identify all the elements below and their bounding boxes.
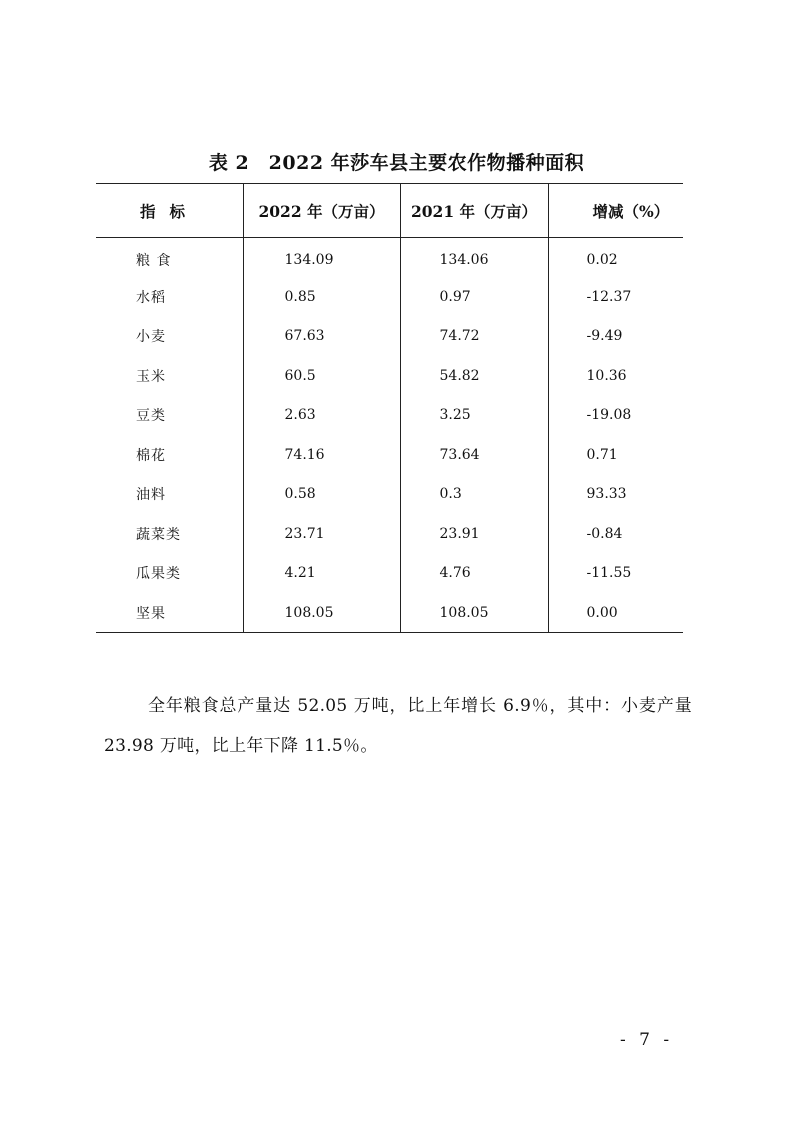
header-change: 增减（%） xyxy=(548,184,683,238)
crop-name: 蔬菜类 xyxy=(136,526,181,543)
value-2022: 134.09 xyxy=(243,238,400,278)
page-number: - 7 - xyxy=(620,1030,674,1050)
value-2022: 0.58 xyxy=(243,475,400,515)
crop-name: 豆类 xyxy=(136,408,166,425)
crop-name: 水稻 xyxy=(136,289,166,306)
value-2021: 0.97 xyxy=(400,277,548,317)
value-2022: 60.5 xyxy=(243,356,400,396)
value-2021: 134.06 xyxy=(400,238,548,278)
header-2021: 2021 年（万亩） xyxy=(400,184,548,238)
crop-area-table xyxy=(96,183,683,633)
value-2022: 108.05 xyxy=(243,593,400,633)
summary-paragraph: 全年粮食总产量达 52.05 万吨，比上年增长 6.9％，其中：小麦产量 23.98 万吨，比上年下降 11.5％。 xyxy=(104,696,692,756)
table-row xyxy=(96,514,683,554)
table-title: 表 2 2022 年莎车县主要农作物播种面积 xyxy=(208,152,585,174)
value-change: -9.49 xyxy=(548,317,683,357)
value-change: -12.37 xyxy=(548,277,683,317)
value-2021: 3.25 xyxy=(400,396,548,436)
table-header-row xyxy=(96,184,683,238)
crop-name: 玉米 xyxy=(136,368,166,385)
value-2022: 2.63 xyxy=(243,396,400,436)
crop-name: 小麦 xyxy=(136,329,166,346)
value-2021: 74.72 xyxy=(400,317,548,357)
value-2021: 73.64 xyxy=(400,435,548,475)
header-2022: 2022 年（万亩） xyxy=(243,184,400,238)
value-change: 93.33 xyxy=(548,475,683,515)
value-2021: 54.82 xyxy=(400,356,548,396)
value-change: -11.55 xyxy=(548,554,683,594)
crop-name: 油料 xyxy=(136,487,166,504)
value-2021: 4.76 xyxy=(400,554,548,594)
table-row xyxy=(96,435,683,475)
value-change: -19.08 xyxy=(548,396,683,436)
table-row xyxy=(96,238,683,278)
value-change: 10.36 xyxy=(548,356,683,396)
value-2022: 0.85 xyxy=(243,277,400,317)
table-row xyxy=(96,317,683,357)
value-2022: 67.63 xyxy=(243,317,400,357)
table-row xyxy=(96,475,683,515)
crop-name: 坚果 xyxy=(96,593,243,633)
table-row xyxy=(96,396,683,436)
value-2021: 23.91 xyxy=(400,514,548,554)
value-change: 0.02 xyxy=(548,238,683,278)
value-change: -0.84 xyxy=(548,514,683,554)
table-row xyxy=(96,554,683,594)
table-row xyxy=(96,356,683,396)
value-change: 0.00 xyxy=(548,593,683,633)
value-2022: 4.21 xyxy=(243,554,400,594)
value-2022: 74.16 xyxy=(243,435,400,475)
value-2021: 108.05 xyxy=(400,593,548,633)
table-row xyxy=(96,593,683,633)
crop-name: 棉花 xyxy=(136,447,166,464)
value-change: 0.71 xyxy=(548,435,683,475)
header-indicator: 指标 xyxy=(96,184,243,238)
value-2021: 0.3 xyxy=(400,475,548,515)
crop-name: 瓜果类 xyxy=(136,566,181,583)
crop-name: 粮 食 xyxy=(136,252,172,269)
value-2022: 23.71 xyxy=(243,514,400,554)
table-row xyxy=(96,277,683,317)
